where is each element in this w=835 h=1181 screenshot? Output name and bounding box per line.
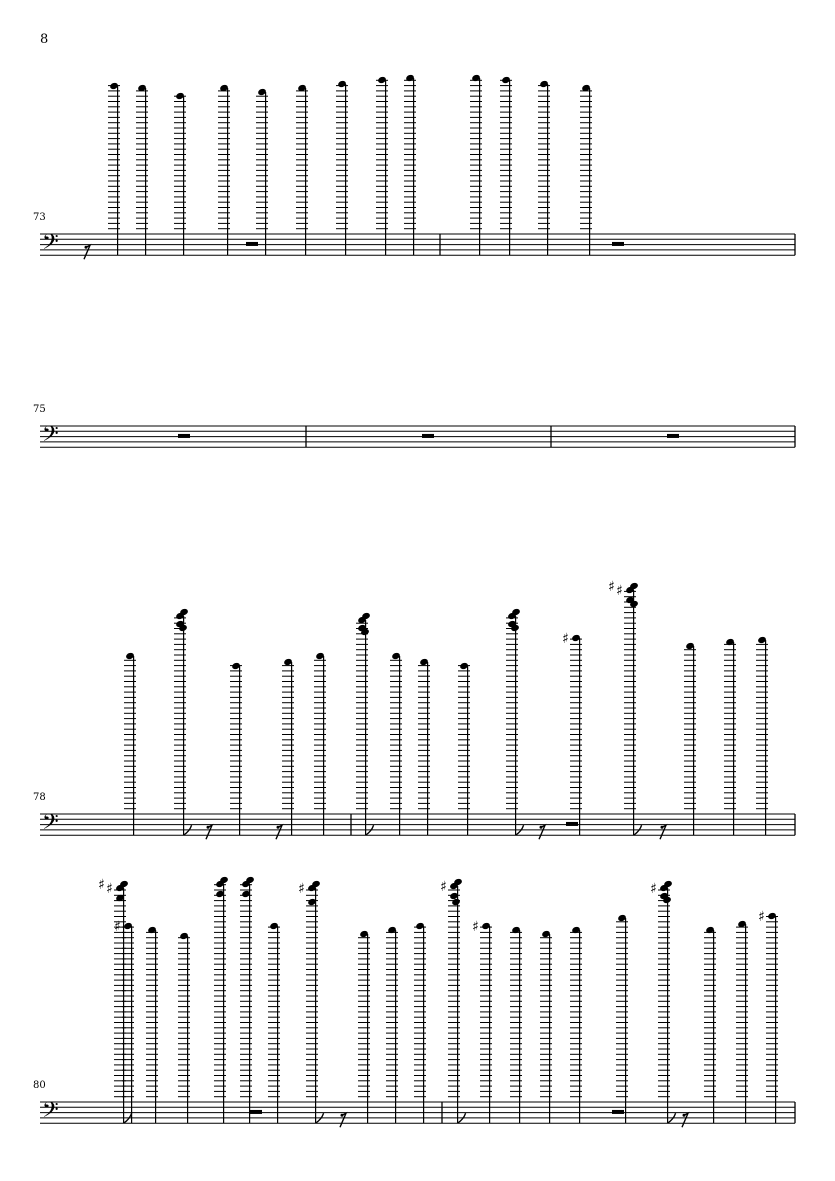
sharp-icon: ♯ — [562, 631, 569, 647]
rest-dot — [661, 826, 664, 829]
whole-rest — [246, 242, 258, 246]
sharp-icon: ♯ — [298, 881, 305, 897]
measure-number-system-1: 73 — [33, 212, 46, 223]
rest-dot — [683, 1114, 686, 1117]
whole-rest — [566, 822, 578, 826]
sharp-icon: ♯ — [616, 583, 623, 599]
whole-rest — [422, 434, 434, 438]
rest-dot — [341, 1114, 344, 1117]
whole-rest — [612, 242, 624, 246]
rest-dot — [207, 826, 210, 829]
whole-rest — [612, 1110, 624, 1114]
rest-dot — [277, 826, 280, 829]
bass-clef: 𝄢 — [42, 1098, 59, 1129]
bass-clef: 𝄢 — [42, 230, 59, 261]
whole-rest — [667, 434, 679, 438]
sharp-icon: ♯ — [114, 919, 121, 935]
sharp-icon: ♯ — [758, 909, 765, 925]
sharp-icon: ♯ — [106, 881, 113, 897]
measure-number-system-3: 78 — [33, 792, 46, 803]
sharp-icon: ♯ — [608, 579, 615, 595]
sharp-icon: ♯ — [472, 919, 479, 935]
bass-clef: 𝄢 — [42, 810, 59, 841]
sharp-icon: ♯ — [98, 877, 105, 893]
sharp-icon: ♯ — [650, 881, 657, 897]
rest-dot — [85, 246, 88, 249]
sharp-icon: ♯ — [440, 879, 447, 895]
rest-dot — [540, 826, 543, 829]
bass-clef: 𝄢 — [42, 422, 59, 453]
whole-rest — [178, 434, 190, 438]
page-number: 8 — [40, 32, 49, 47]
whole-rest — [250, 1110, 262, 1114]
measure-number-system-2: 75 — [33, 404, 46, 415]
measure-number-system-4: 80 — [33, 1080, 46, 1091]
